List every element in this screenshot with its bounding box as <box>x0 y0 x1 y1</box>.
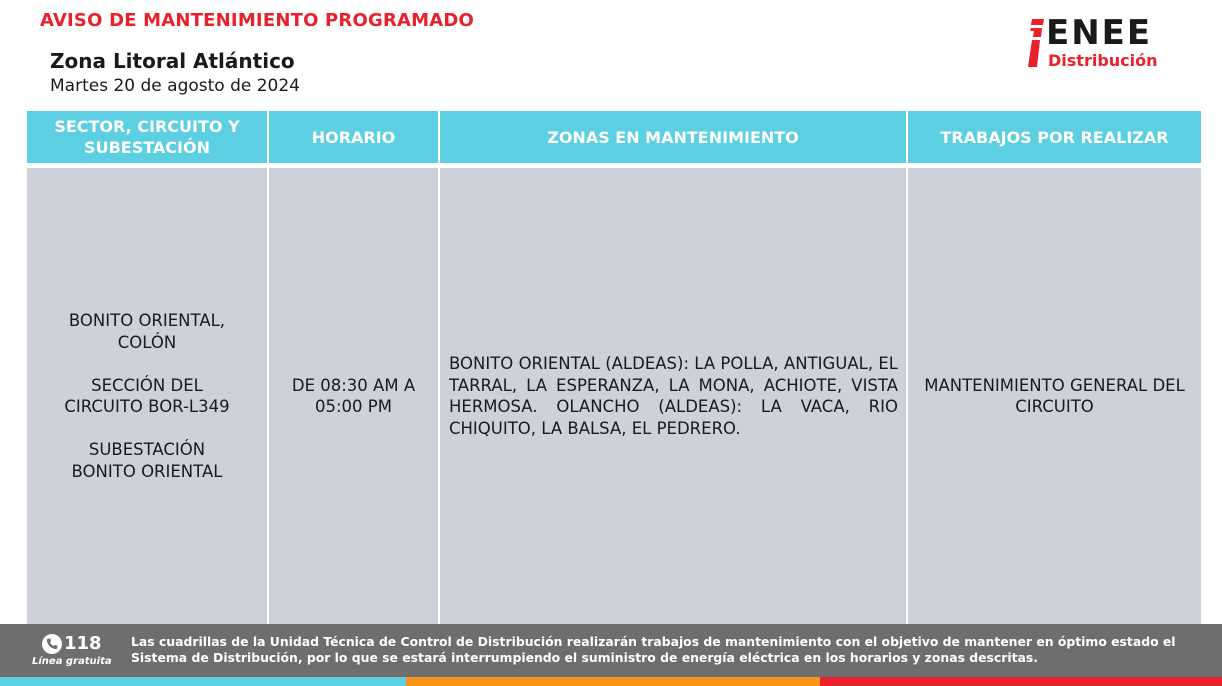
circuit-id: CIRCUITO BOR-L349 <box>64 397 230 416</box>
work-text: MANTENIMIENTO GENERAL DEL CIRCUITO <box>924 375 1185 416</box>
phone-icon <box>42 634 62 654</box>
header-schedule: HORARIO <box>269 111 438 163</box>
maintenance-table <box>27 111 1201 624</box>
free-line <box>30 633 110 673</box>
footer-bar-cyan <box>0 677 406 686</box>
circuit-section-label: SECCIÓN DEL <box>91 375 203 395</box>
enee-logo <box>1026 13 1196 72</box>
substation-name: BONITO ORIENTAL <box>71 461 223 481</box>
notice-title: AVISO DE MANTENIMIENTO PROGRAMADO <box>40 10 475 31</box>
phone-label: Línea gratuita <box>32 656 112 667</box>
enee-logo-mark-icon <box>1028 19 1044 67</box>
cell-zones <box>440 168 906 624</box>
notice-date: Martes 20 de agosto de 2024 <box>50 76 301 96</box>
header-zones: ZONAS EN MANTENIMIENTO <box>440 111 906 163</box>
cell-schedule <box>269 168 438 624</box>
zone-title: Zona Litoral Atlántico <box>50 49 295 73</box>
footer-disclaimer: Las cuadrillas de la Unidad Técnica de Control de Distribución realizarán trabajos de mantenimiento con el objetivo de mantener en óptimo estado el Sistema de Distribución, por lo que se estará interrumpiendo el suministro de energía eléctrica en los horarios y zonas descritas. <box>131 634 1176 665</box>
logo-wordmark: ENEE <box>1046 13 1153 53</box>
header-sector: SECTOR, CIRCUITO Y SUBESTACIÓN <box>27 111 267 163</box>
substation-label: SUBESTACIÓN <box>88 440 206 459</box>
sector-department: COLÓN <box>117 332 177 352</box>
cell-work <box>908 168 1201 624</box>
footer <box>0 624 1222 677</box>
schedule-text: DE 08:30 AM A 05:00 PM <box>291 375 416 416</box>
sector-location: BONITO ORIENTAL, <box>68 311 226 330</box>
zones-text: BONITO ORIENTAL (ALDEAS): LA POLLA, ANTIGUAL, EL TARRAL, LA ESPERANZA, LA MONA, ACHIOTE, VISTA HERMOSA. OLANCHO (ALDEAS): LA VACA, RIO CHIQUITO, LA BALSA, EL PEDRERO. <box>449 354 898 438</box>
sector-lines <box>64 310 229 482</box>
logo-subtitle: Distribución <box>1048 51 1158 70</box>
header-work: TRABAJOS POR REALIZAR <box>908 111 1201 163</box>
cell-sector <box>27 168 267 624</box>
phone-number: 118 <box>64 633 102 654</box>
footer-bar-red <box>820 677 1222 686</box>
footer-bar-orange <box>406 677 820 686</box>
